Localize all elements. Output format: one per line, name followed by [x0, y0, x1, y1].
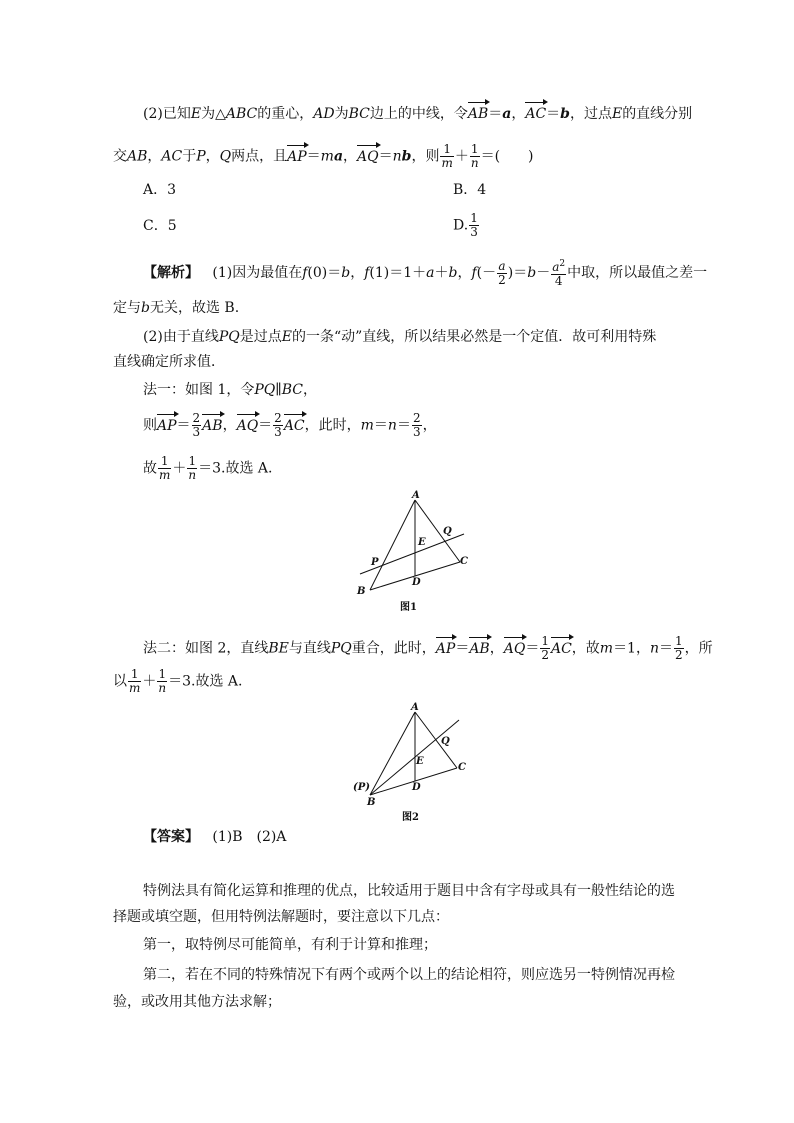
text: ， [147, 148, 162, 165]
label-d: D [412, 577, 421, 588]
text: ＝ [378, 148, 393, 165]
method-1-line-1: 法一：如图 1，令PQ∥BC， [143, 382, 317, 398]
vector-ac: AC [525, 103, 546, 125]
text: ＋ [454, 148, 469, 165]
analysis-line-4: 直线确定所求值． [113, 354, 225, 370]
var-n: n [392, 148, 402, 165]
vector-ab: AB [468, 103, 488, 125]
label-p: (P) [353, 782, 370, 793]
text: 边上的中线，令 [369, 106, 468, 122]
vector-a: a [502, 106, 512, 122]
method-2-line-2: 以 $\frac{1}{m}$ ＋ $\frac{1}{n}$ ＝3.故选 A. [113, 667, 243, 695]
text: 于 [182, 148, 197, 165]
var-m: m [320, 148, 334, 165]
analysis-line-3: (2)由于直线PQ是过点E的一条“动”直线，所以结果必然是一个定值．故可利用特殊 [143, 329, 657, 345]
vector-ap: AP [287, 146, 307, 168]
label-b: B [357, 586, 366, 597]
var-e: E [611, 106, 623, 122]
summary-line-5: 验，或改用其他方法求解； [113, 994, 281, 1010]
text: 为 [334, 106, 349, 122]
summary-line-2: 择题或填空题，但用特例法解题时，要注意以下几点： [113, 909, 449, 925]
var-q: Q [219, 148, 232, 165]
method-1-line-2: 则AP＝ $\frac{2}{3}$ AB，AQ＝ $\frac{2}{3}$ AC，此时，m＝n＝ $\frac{2}{3}$ ， [143, 411, 437, 439]
vector-b: b [560, 106, 570, 122]
question-2-line-2 [113, 143, 534, 170]
text: 交 [113, 148, 127, 165]
text: 的重心， [257, 106, 314, 122]
summary-line-1: 特例法具有简化运算和推理的优点，比较适用于题目中含有字母或具有一般性结论的选 [143, 883, 675, 899]
var-bc: BC [348, 106, 370, 122]
fraction-1-over-3: $\frac{1}{3}$ [470, 211, 478, 239]
option-a: A．3 [143, 182, 177, 198]
var-ab: AB [127, 148, 148, 165]
summary-line-3: 第一，取特例尽可能简单，有利于计算和推理； [143, 937, 437, 953]
analysis-line-2: 定与b无关，故选 B. [113, 300, 240, 316]
text: ＝ [306, 148, 321, 165]
text: ， [205, 148, 220, 165]
line-pq [360, 534, 464, 574]
vector-aq: AQ [357, 146, 379, 168]
answer-line [143, 826, 286, 848]
figure-2-caption: 图2 [402, 812, 419, 823]
text: 为△ [201, 106, 226, 122]
var-ac: AC [161, 148, 183, 165]
label-e: E [418, 537, 426, 548]
segment-ab [370, 712, 415, 795]
label-q: Q [441, 736, 450, 747]
figure-1-diagram [350, 490, 470, 605]
text: (2)已知 [143, 106, 191, 122]
text: ，过点 [569, 106, 612, 122]
var-p: P [196, 148, 206, 165]
text: 的直线分别 [622, 106, 693, 122]
method-1-line-3: 故 $\frac{1}{m}$ ＋ $\frac{1}{n}$ ＝3.故选 A. [143, 454, 273, 482]
label-e: E [416, 756, 424, 767]
vector-b: b [401, 148, 412, 165]
text: ＝ [546, 106, 561, 122]
fraction-1-over-n: $\frac{1}{n}$ [470, 142, 479, 170]
text: ， [343, 148, 358, 165]
label-d: D [412, 782, 421, 793]
option-d: D. $\frac{1}{3}$ [453, 211, 478, 239]
analysis-line-1: 【解析】 (1)因为最值在f(0)＝b，f(1)＝1＋a＋b，f(－ $\frac{a}{2}$ )＝b－ $\frac{a^2}{4}$ 中取，所以最值之差一 [143, 258, 708, 288]
fraction-1-over-m: $\frac{1}{m}$ [441, 142, 453, 170]
var-ad: AD [313, 106, 335, 122]
segment-ac [415, 500, 460, 562]
figure-1-caption: 图1 [400, 602, 417, 613]
label-c: C [460, 556, 468, 567]
question-2-line-1 [143, 103, 692, 125]
label-a: A [411, 702, 419, 713]
analysis-tag: 【解析】 [143, 265, 199, 281]
text: 两点，且 [231, 148, 288, 165]
answer-tag: 【答案】 [143, 829, 199, 845]
text: ＝ [488, 106, 503, 122]
text: ＝( ) [480, 148, 534, 165]
var-abc: ABC [225, 106, 258, 122]
vector-a: a [333, 148, 344, 165]
fraction-a-over-2: $\frac{a}{2}$ [498, 258, 506, 287]
answer-text: (1)B (2)A [212, 829, 287, 845]
label-c: C [458, 762, 466, 773]
figure-1 [350, 490, 470, 605]
label-p: P [371, 557, 379, 568]
option-b: B．4 [453, 182, 487, 198]
label-b: B [367, 797, 376, 808]
text: ， [511, 106, 526, 122]
text: ，则 [411, 148, 440, 165]
figure-2 [345, 700, 470, 810]
label-q: Q [443, 526, 452, 537]
summary-line-4: 第二，若在不同的特殊情况下有两个或两个以上的结论相符，则应选另一特例情况再检 [143, 967, 675, 983]
figure-2-diagram [345, 700, 470, 810]
option-c: C．5 [143, 218, 177, 234]
segment-ab [370, 500, 415, 590]
var-e: E [190, 106, 202, 122]
fraction-a2-over-4: $\frac{a^2}{4}$ [552, 259, 566, 288]
label-a: A [412, 490, 420, 501]
method-2-line-1: 法二：如图 2，直线BE与直线PQ重合，此时，AP＝AB，AQ＝ $\frac{1}{2}$ AC，故m＝1，n＝ $\frac{1}{2}$ ，所 [143, 634, 713, 662]
